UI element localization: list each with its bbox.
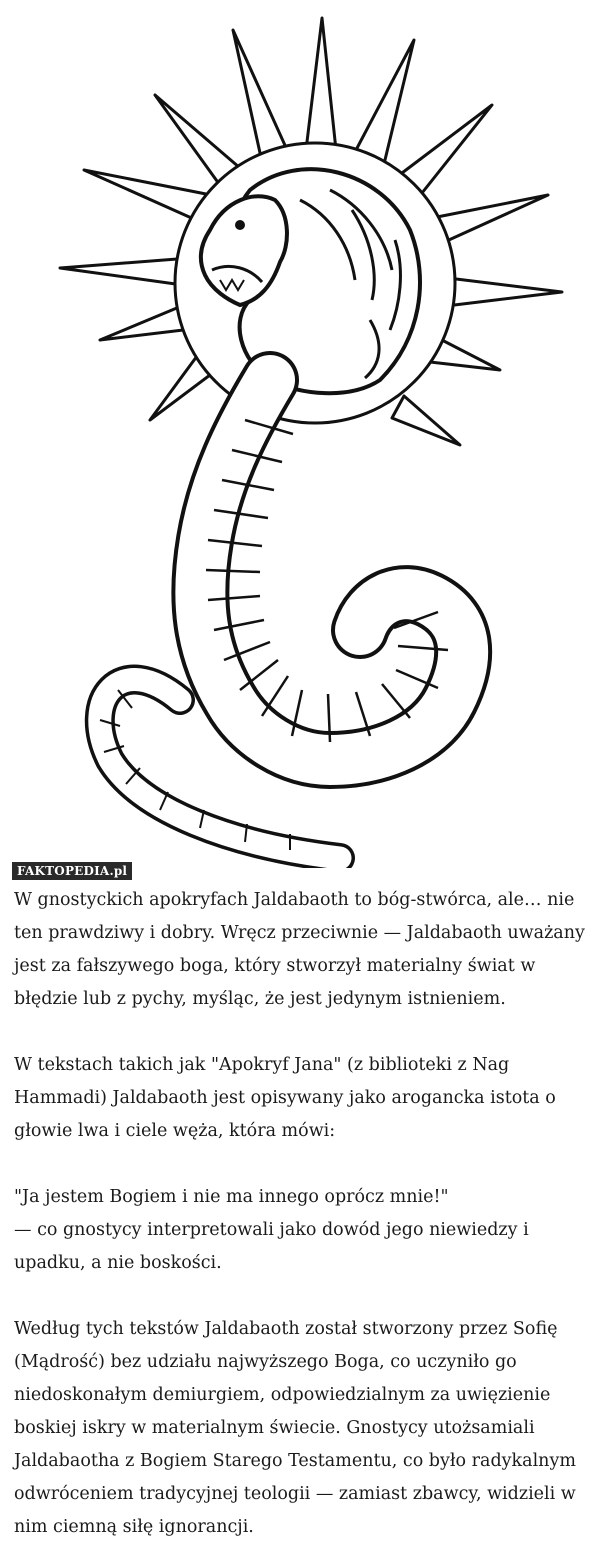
paragraph-intro: W gnostyckich apokryfach Jaldabaoth to bóg-stwórca, ale… nie ten prawdziwy i dobry. Wręcz przeciwnie — Jaldabaoth uważany jest za fałszywego boga, który stworzył materialny świat w błędzie lub z pychy, myśląc, że jest jedynym istnieniem. xyxy=(14,890,585,1009)
quote-text: "Ja jestem Bogiem i nie ma innego oprócz mnie!" xyxy=(14,1187,449,1207)
quote-commentary: — co gnostycy interpretowali jako dowód jego niewiedzy i upadku, a nie boskości. xyxy=(14,1220,529,1273)
paragraph-quote xyxy=(14,1181,592,1280)
faktopedia-watermark: FAKTOPEDIA.pl xyxy=(12,862,132,880)
article-text xyxy=(14,884,592,1544)
paragraph-sophia: Według tych tekstów Jaldabaoth został stworzony przez Sofię (Mądrość) bez udziału najwyższego Boga, co uczyniło go niedoskonałym demiurgiem, odpowiedzialnym za uwięzienie boskiej iskry w materialnym świecie. Gnostycy utożsamiali Jaldabaotha z Bogiem Starego Testamentu, co było radykalnym odwróceniem tradycyjnej teologii — zamiast zbawcy, widzieli w nim ciemną siłę ignorancji. xyxy=(14,1319,576,1537)
paragraph-apocryphon: W tekstach takich jak "Apokryf Jana" (z biblioteki z Nag Hammadi) Jaldabaoth jest opisywany jako arogancka istota o głowie lwa i ciele węża, która mówi: xyxy=(14,1055,556,1141)
